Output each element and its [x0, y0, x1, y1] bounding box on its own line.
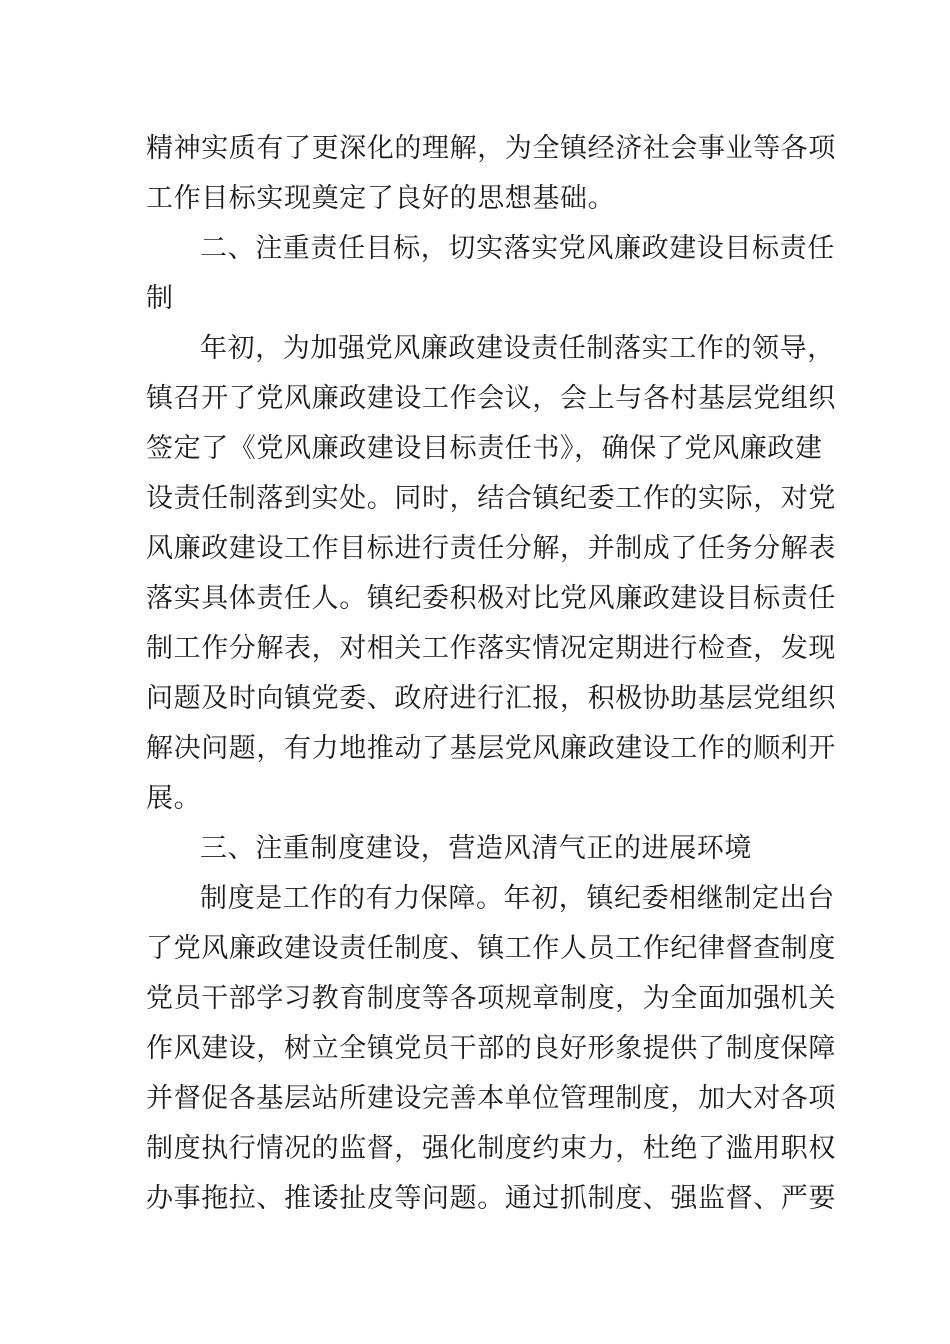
text-line: 制度执行情况的监督，强化制度约束力，杜绝了滥用职权 [146, 1133, 836, 1164]
text-line: 办事拖拉、推诿扯皮等问题。通过抓制度、强监督、严要 [146, 1183, 836, 1214]
text-line: 并督促各基层站所建设完善本单位管理制度，加大对各项 [146, 1083, 836, 1114]
text-line: 三、注重制度建设，营造风清气正的进展环境 [200, 833, 752, 864]
text-line: 问题及时向镇党委、政府进行汇报，积极协助基层党组织 [146, 683, 836, 714]
section-heading-2 [146, 224, 835, 324]
text-line: 精神实质有了更深化的理解，为全镇经济社会事业等各项 [146, 133, 836, 164]
text-line: 解决问题，有力地推动了基层党风廉政建设工作的顺利开 [146, 733, 836, 764]
paragraph-1 [146, 124, 836, 224]
section-heading-3 [146, 824, 806, 874]
text-line: 制度是工作的有力保障。年初，镇纪委相继制定出台 [200, 883, 835, 914]
text-line: 风廉政建设工作目标进行责任分解，并制成了任务分解表 [146, 533, 836, 564]
paragraph-3 [146, 324, 836, 824]
text-line: 党员干部学习教育制度等各项规章制度，为全面加强机关 [146, 983, 836, 1014]
text-line: 展。 [146, 783, 202, 814]
document-body [146, 124, 836, 1224]
text-line: 工作目标实现奠定了良好的思想基础。 [146, 183, 616, 214]
text-line: 年初，为加强党风廉政建设责任制落实工作的领导， [200, 333, 835, 364]
text-line: 落实具体责任人。镇纪委积极对比党风廉政建设目标责任 [146, 583, 836, 614]
text-line: 制工作分解表，对相关工作落实情况定期进行检查，发现 [146, 633, 836, 664]
text-line: 签定了《党风廉政建设目标责任书》，确保了党风廉政建 [146, 433, 823, 464]
text-line: 设责任制落到实处。同时，结合镇纪委工作的实际，对党 [146, 483, 836, 514]
paragraph-5 [146, 874, 836, 1224]
text-line: 二、注重责任目标，切实落实党风廉政建设目标责任 [200, 233, 835, 264]
text-line: 制 [146, 283, 174, 314]
text-line: 镇召开了党风廉政建设工作会议，会上与各村基层党组织 [146, 383, 836, 414]
text-line: 作风建设，树立全镇党员干部的良好形象提供了制度保障 [146, 1033, 836, 1064]
text-line: 了党风廉政建设责任制度、镇工作人员工作纪律督查制度 [146, 933, 836, 964]
